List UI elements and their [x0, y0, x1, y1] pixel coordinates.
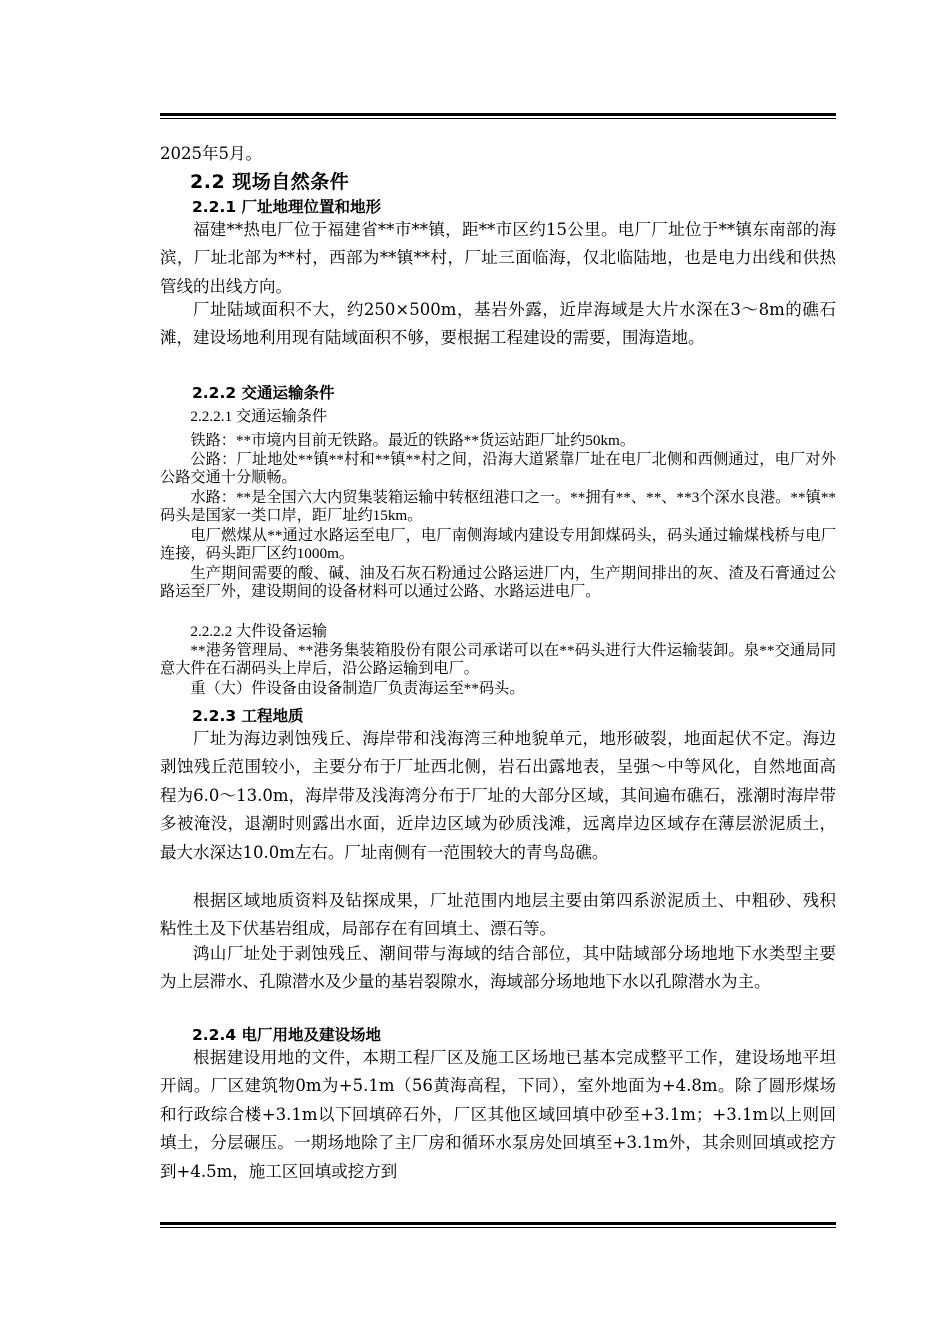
header-rule [160, 113, 836, 119]
paragraph: 鸿山厂址处于剥蚀残丘、潮间带与海域的结合部位，其中陆域部分场地地下水类型主要为上层滞水、孔隙潜水及少量的基岩裂隙水，海域部分场地地下水以孔隙潜水为主。 [160, 944, 836, 992]
subsection-title-2-2-1: 2.2.1 厂址地理位置和地形 [192, 198, 382, 216]
subsection-title-2-2-3: 2.2.3 工程地质 [192, 707, 304, 725]
paragraph: 福建**热电厂位于福建省**市**镇，距**市区约15公里。电厂厂址位于**镇东南部的海滨，厂址北部为**村，西部为**镇**村，厂址三面临海，仅北临陆地，也是电力出线和供热管线的出线方向。 [160, 220, 836, 296]
footer-rule [160, 1222, 836, 1228]
subsection-title-2-2-4: 2.2.4 电厂用地及建设场地 [192, 1026, 382, 1044]
sub-heading: 2.2.2.1 交通运输条件 [190, 408, 328, 425]
paragraph: 根据区域地质资料及钻探成果，厂址范围内地层主要由第四系淤泥质土、中粗砂、残积粘性土及下伏基岩组成，局部存在有回填土、漂石等。 [160, 891, 836, 939]
paragraph: **港务管理局、**港务集装箱股份有限公司承诺可以在**码头进行大件运输装卸。泉**交通局同意大件在石湖码头上岸后，沿公路运输到电厂。 [160, 642, 836, 677]
section-title: 2.2 现场自然条件 [190, 171, 350, 193]
paragraph: 根据建设用地的文件，本期工程厂区及施工区场地已基本完成整平工作，建设场地平坦开阔。厂区建筑物0m为+5.1m（56黄海高程，下同），室外地面为+4.8m。除了圆形煤场和行政综合楼+3.1m以下回填碎石外，厂区其他区域回填中砂至+3.1m；+3.1m以上则回填土，分层碾压。一期场地除了主厂房和循环水泵房处回填至+3.1m外，其余则回填或挖方到+4.5m，施工区回填或挖方到 [160, 1048, 836, 1181]
paragraph: 重（大）件设备由设备制造厂负责海运至**码头。 [190, 680, 525, 697]
paragraph: 公路：厂址地处**镇**村和**镇**村之间，沿海大道紧靠厂址在电厂北侧和西侧通过，电厂对外公路交通十分顺畅。 [160, 451, 836, 486]
sub-heading: 2.2.2.2 大件设备运输 [190, 623, 328, 640]
paragraph: 厂址为海边剥蚀残丘、海岸带和浅海湾三种地貌单元，地形破裂，地面起伏不定。海边剥蚀残丘范围较小，主要分布于厂址西北侧，岩石出露地表，呈强～中等风化，自然地面高程为6.0～13.0m，海岸带及浅海湾分布于厂址的大部分区域，其间遍布礁石，涨潮时海岸带多被淹没，退潮时则露出水面，近岸边区域为砂质浅滩，远离岸边区域存在薄层淤泥质土，最大水深达10.0m左右。厂址南侧有一范围较大的青鸟岛礁。 [160, 729, 836, 862]
date-line: 2025年5月。 [160, 144, 262, 163]
subsection-title-2-2-2: 2.2.2 交通运输条件 [192, 384, 335, 402]
paragraph: 水路：**是全国六大内贸集装箱运输中转枢纽港口之一。**拥有**、**、**3个深水良港。**镇**码头是国家一类口岸，距厂址约15km。 [160, 489, 836, 524]
paragraph: 电厂燃煤从**通过水路运至电厂，电厂南侧海域内建设专用卸煤码头，码头通过输煤栈桥与电厂连接，码头距厂区约1000m。 [160, 527, 836, 562]
paragraph: 铁路：**市境内目前无铁路。最近的铁路**货运站距厂址约50km。 [190, 432, 636, 449]
paragraph: 厂址陆域面积不大，约250×500m，基岩外露，近岸海域是大片水深在3～8m的礁石滩，建设场地利用现有陆域面积不够，要根据工程建设的需要，围海造地。 [160, 300, 836, 348]
paragraph: 生产期间需要的酸、碱、油及石灰石粉通过公路运进厂内，生产期间排出的灰、渣及石膏通过公路运至厂外，建设期间的设备材料可以通过公路、水路运进电厂。 [160, 565, 836, 600]
